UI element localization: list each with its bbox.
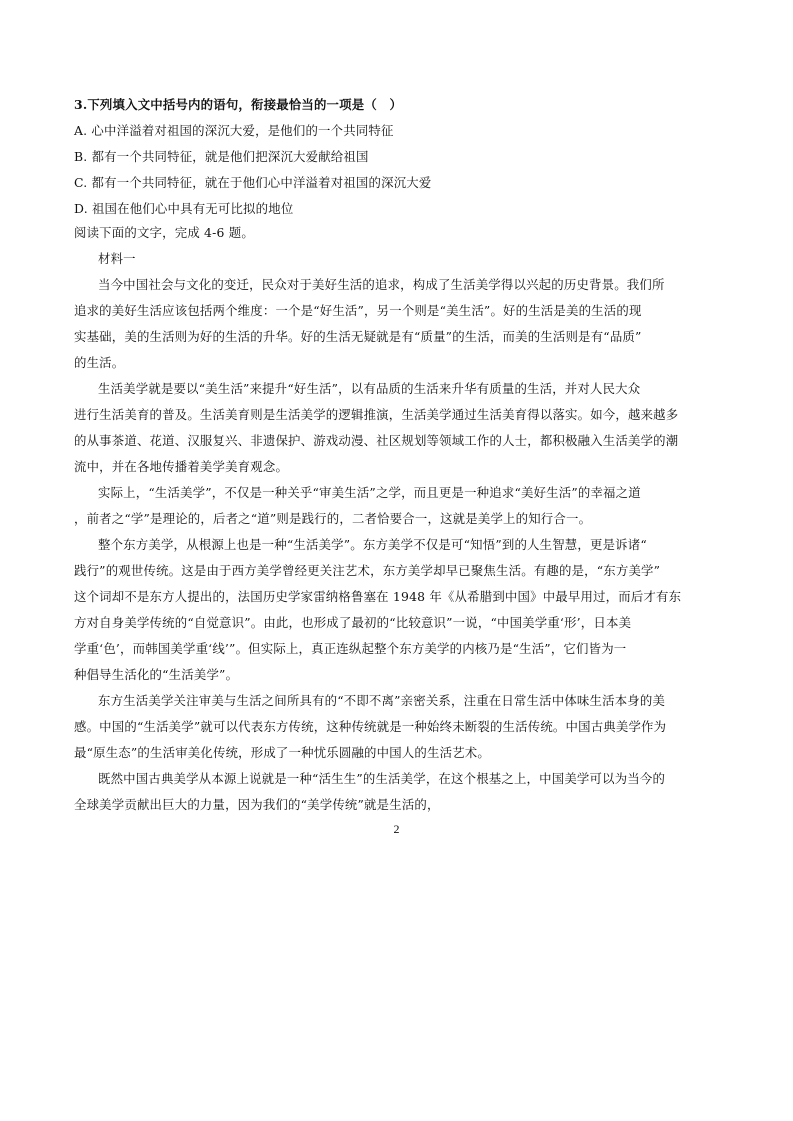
page-number: 2 xyxy=(393,822,400,836)
paragraph-line: 感。中国的“生活美学”就可以代表东方传统，这种传统就是一种始终未断裂的生活传统。中国古典美学作为 xyxy=(74,719,667,734)
reading-intro: 阅读下面的文字，完成 4-6 题。 xyxy=(74,225,254,240)
paragraph-line: 当今中国社会与文化的变迁，民众对于美好生活的追求，构成了生活美学得以兴起的历史背景。我们所 xyxy=(98,277,665,292)
paragraph-line: 追求的美好生活应该包括两个维度：一个是“好生活”，另一个则是“美生活”。好的生活是美的生活的现 xyxy=(74,303,642,318)
paragraph-line: 整个东方美学，从根源上也是一种“生活美学”。东方美学不仅是可“知悟”到的人生智慧，更是诉诸“ xyxy=(98,537,647,552)
option-b: B. 都有一个共同特征，就是他们把深沉大爱献给祖国 xyxy=(74,149,369,164)
question-stem: 3.下列填入文中括号内的语句，衔接最恰当的一项是（ ） xyxy=(74,97,403,112)
paragraph-line: 进行生活美育的普及。生活美育则是生活美学的逻辑推演，生活美学通过生活美育得以落实。如今，越来越多 xyxy=(74,407,679,422)
paragraph-line: 实基础，美的生活则为好的生活的升华。好的生活无疑就是有“质量”的生活，而美的生活则是有“品质” xyxy=(74,329,642,344)
paragraph-line: 东方生活美学关注审美与生活之间所具有的“不即不离”亲密关系，注重在日常生活中体味生活本身的美 xyxy=(98,693,666,708)
option-d: D. 祖国在他们心中具有无可比拟的地位 xyxy=(74,201,294,216)
question-block xyxy=(74,92,726,222)
paragraph-line: 学重‘色’，而韩国美学重‘线’”。但实际上，真正连纵起整个东方美学的内核乃是“生活”，它们皆为一 xyxy=(74,641,627,656)
option-c: C. 都有一个共同特征，就在于他们心中洋溢着对祖国的深沉大爱 xyxy=(74,175,432,190)
paragraph-line: 的从事茶道、花道、汉服复兴、非遗保护、游戏动漫、社区规划等领域工作的人士，都积极融入生活美学的潮 xyxy=(74,433,679,448)
paragraph-line: 流中，并在各地传播着美学美育观念。 xyxy=(74,459,289,474)
paragraph-line: 方对自身美学传统的“自觉意识”。由此，也形成了最初的“比较意识”一说，“中国美学重‘形’，日本美 xyxy=(74,615,632,630)
paragraph-line: 最“原生态”的生活审美化传统，形成了一种忧乐圆融的中国人的生活艺术。 xyxy=(74,745,490,760)
option-a: A. 心中洋溢着对祖国的深沉大爱，是他们的一个共同特征 xyxy=(74,123,394,138)
paragraph-line: 既然中国古典美学从本源上说就是一种“活生生”的生活美学，在这个根基之上，中国美学可以为当今的 xyxy=(98,771,666,786)
paragraph-line: 实际上，“生活美学”，不仅是一种关乎“审美生活”之学，而且更是一种追求“美好生活”的幸福之道 xyxy=(98,485,641,500)
paragraph-line: 全球美学贡献出巨大的力量，因为我们的“美学传统”就是生活的， xyxy=(74,797,440,812)
material-title: 材料一 xyxy=(98,251,136,266)
paragraph-line: 这个词却不是东方人提出的，法国历史学家雷纳格鲁塞在 1948 年《从希腊到中国》中最早用过，而后才有东 xyxy=(74,589,682,604)
paragraph-line: 种倡导生活化的“生活美学”。 xyxy=(74,667,239,682)
paragraph-line: 生活美学就是要以“美生活”来提升“好生活”，以有品质的生活来升华有质量的生活，并对人民大众 xyxy=(98,381,641,396)
paragraph-line: ，前者之“学”是理论的，后者之“道”则是践行的，二者恰要合一，这就是美学上的知行合一。 xyxy=(74,511,592,526)
paragraph-line: 践行”的观世传统。这是由于西方美学曾经更关注艺术，东方美学却早已聚焦生活。有趣的是，“东方美学” xyxy=(74,563,661,578)
paragraph-line: 的生活。 xyxy=(74,355,125,370)
reading-block xyxy=(74,220,726,818)
